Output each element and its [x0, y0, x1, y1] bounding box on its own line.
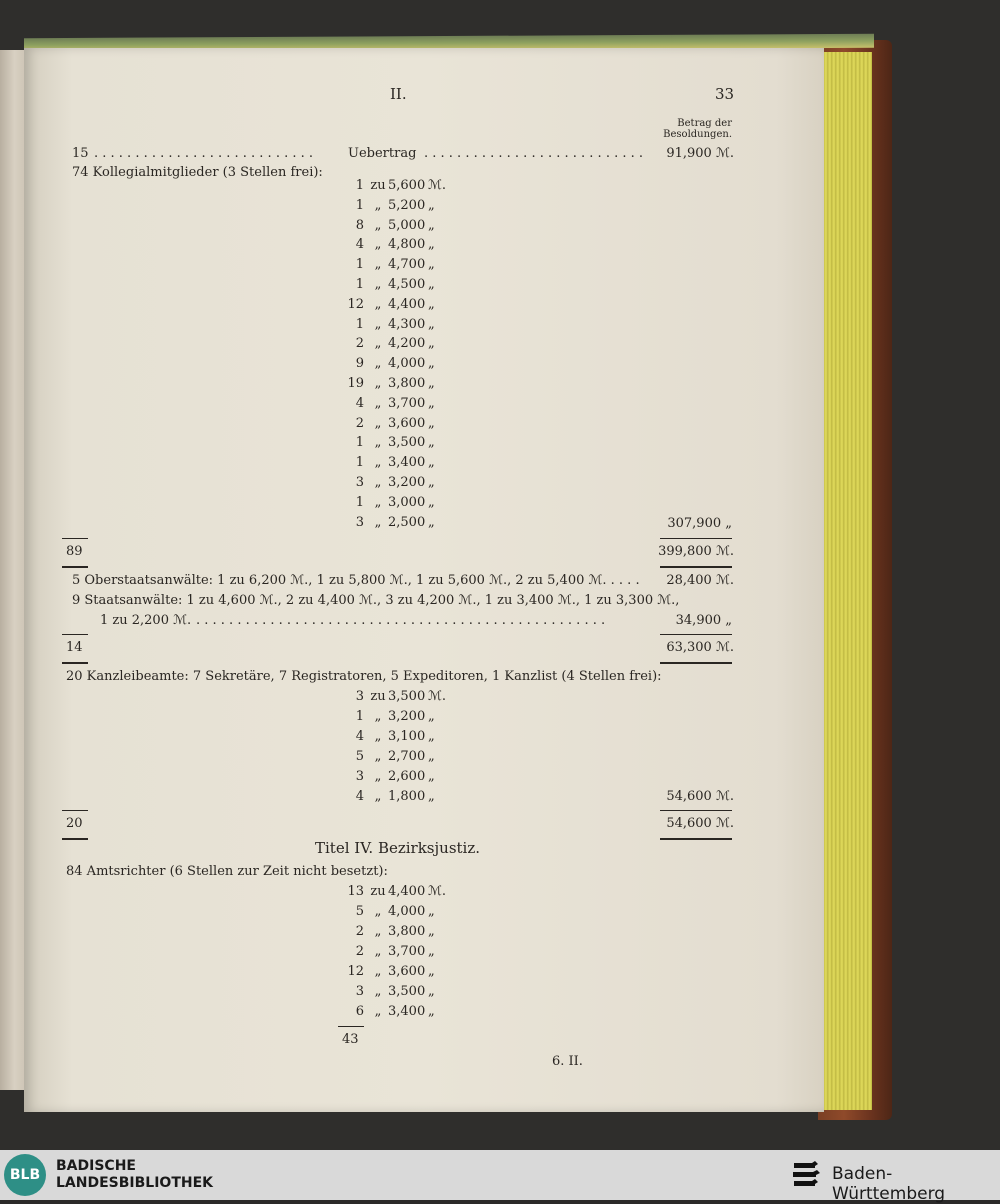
kanzlei-subtotal: 54,600 ℳ.: [666, 789, 734, 804]
row-count: 1: [355, 316, 364, 332]
section-numeral: II.: [390, 85, 407, 103]
facing-page-edge: [0, 50, 24, 1090]
footer-bar: [0, 1150, 1000, 1204]
row-separator: „: [374, 296, 382, 312]
row-count: 1: [355, 257, 364, 273]
row-amount: 4,000: [388, 356, 426, 372]
row-unit: „: [428, 964, 435, 979]
staatsanwaelte-total-count: 14: [66, 640, 83, 655]
staatsanwaelte-amount: 34,900 „: [675, 613, 732, 628]
row-separator: „: [374, 924, 382, 939]
staatsanwaelte-total-amount: 63,300 ℳ.: [666, 640, 734, 655]
oberstaatsanwaelte-amount: 28,400 ℳ.: [666, 573, 734, 588]
rule: [660, 538, 732, 539]
row-unit: „: [428, 944, 435, 959]
row-unit: ℳ.: [428, 178, 447, 193]
lions-coat-of-arms-icon: [790, 1158, 824, 1192]
leader-dots: . . . . . . . . . . . . . . . . . . . . . . . . . . . . . . . . . . . . . . . . . . . . . . . . . .: [196, 613, 606, 628]
double-rule: [62, 566, 88, 568]
page-number: 33: [715, 85, 735, 103]
row-separator: „: [374, 729, 382, 744]
transfer-amount: 91,900 ℳ.: [666, 146, 734, 161]
row-separator: „: [374, 415, 382, 431]
row-separator: „: [374, 257, 382, 273]
row-separator: „: [374, 197, 382, 213]
row-separator: „: [374, 356, 382, 372]
state-name: Baden-Württemberg: [832, 1164, 946, 1204]
row-amount: 3,500: [388, 689, 426, 704]
kanzlei-total-count: 20: [66, 816, 83, 831]
row-unit: „: [428, 494, 435, 510]
row-count: 2: [355, 336, 364, 352]
row-amount: 1,800: [388, 789, 426, 804]
row-separator: „: [374, 217, 382, 233]
row-unit: „: [428, 197, 435, 213]
row-count: 2: [355, 415, 364, 431]
row-unit: „: [428, 709, 435, 724]
row-count: 1: [355, 178, 364, 193]
double-rule: [660, 662, 732, 664]
row-amount: 2,600: [388, 769, 426, 784]
row-count: 1: [355, 197, 364, 213]
row-separator: „: [374, 494, 382, 510]
row-unit: „: [428, 1004, 435, 1019]
kollegial-total-count: 89: [66, 544, 83, 559]
column-heading-2: Besoldungen.: [663, 129, 732, 140]
row-count: 4: [355, 789, 364, 804]
row-separator: „: [374, 316, 382, 332]
signature-mark: 6. II.: [552, 1054, 583, 1069]
row-unit: „: [428, 904, 435, 919]
row-amount: 3,400: [388, 455, 426, 471]
row-amount: 3,700: [388, 944, 426, 959]
amtsrichter-heading: 84 Amtsrichter (6 Stellen zur Zeit nicht besetzt):: [66, 864, 388, 879]
row-separator: „: [374, 749, 382, 764]
row-amount: 2,500: [388, 514, 426, 530]
row-unit: „: [428, 376, 435, 391]
row-separator: „: [374, 336, 382, 352]
row-count: 4: [355, 729, 364, 744]
row-separator: „: [374, 984, 382, 999]
row-amount: 3,800: [388, 376, 426, 391]
row-amount: 3,400: [388, 1004, 426, 1019]
row-count: 3: [355, 689, 364, 704]
row-count: 3: [355, 514, 364, 530]
row-amount: 3,700: [388, 395, 426, 411]
row-amount: 4,700: [388, 257, 426, 273]
row-amount: 3,200: [388, 475, 426, 490]
library-name-line-1: BADISCHE: [56, 1158, 136, 1174]
row-count: 2: [355, 924, 364, 939]
row-count: 8: [355, 217, 364, 233]
row-amount: 3,000: [388, 494, 426, 510]
row-amount: 4,300: [388, 316, 426, 332]
row-count: 13: [347, 884, 364, 899]
row-count: 3: [355, 475, 364, 490]
row-unit: „: [428, 356, 435, 372]
blb-logo-badge[interactable]: BLB: [4, 1154, 46, 1196]
row-unit: „: [428, 277, 435, 292]
row-unit: „: [428, 316, 435, 332]
row-unit: „: [428, 296, 435, 312]
library-name-line-2: LANDESBIBLIOTHEK: [56, 1175, 214, 1191]
row-amount: 4,400: [388, 884, 426, 899]
row-separator: „: [374, 277, 382, 292]
kollegial-subtotal: 307,900 „: [667, 516, 732, 531]
row-amount: 5,600: [388, 178, 426, 193]
kanzlei-heading: 20 Kanzleibeamte: 7 Sekretäre, 7 Registratoren, 5 Expeditoren, 1 Kanzlist (4 Stellen frei):: [66, 669, 662, 684]
row-count: 5: [355, 904, 364, 919]
row-unit: „: [428, 336, 435, 352]
staatsanwaelte-line: 9 Staatsanwälte: 1 zu 4,600 ℳ., 2 zu 4,400 ℳ., 3 zu 4,200 ℳ., 1 zu 3,400 ℳ., 1 zu 3,300 ℳ.,: [72, 593, 680, 608]
row-unit: ℳ.: [428, 689, 447, 704]
row-unit: „: [428, 769, 435, 784]
row-amount: 4,800: [388, 237, 426, 253]
row-unit: „: [428, 729, 435, 744]
rule: [660, 634, 732, 635]
oberstaatsanwaelte-line: 5 Oberstaatsanwälte: 1 zu 6,200 ℳ., 1 zu 5,800 ℳ., 1 zu 5,600 ℳ., 2 zu 5,400 ℳ. . . . .: [72, 573, 640, 588]
rule: [62, 810, 88, 811]
row-count: 19: [347, 376, 364, 391]
row-separator: „: [374, 944, 382, 959]
section-title: Titel IV. Bezirksjustiz.: [315, 839, 481, 857]
row-amount: 3,600: [388, 415, 426, 431]
row-separator: „: [374, 709, 382, 724]
leader-dots: . . . . . . . . . . . . . . . . . . . . . . . . . . .: [94, 146, 314, 161]
kollegial-total-amount: 399,800 ℳ.: [658, 544, 734, 559]
row-count: 4: [355, 237, 364, 253]
row-count: 12: [347, 296, 364, 312]
rule: [62, 634, 88, 635]
row-amount: 4,000: [388, 904, 426, 919]
row-count: 12: [347, 964, 364, 979]
row-unit: „: [428, 415, 435, 431]
row-separator: „: [374, 789, 382, 804]
amtsrichter-subtotal-count: 43: [342, 1032, 359, 1047]
row-unit: „: [428, 475, 435, 490]
row-unit: „: [428, 514, 435, 530]
row-amount: 5,000: [388, 217, 426, 233]
row-unit: „: [428, 984, 435, 999]
row-count: 2: [355, 944, 364, 959]
row-separator: „: [374, 1004, 382, 1019]
row-unit: „: [428, 749, 435, 764]
row-separator: zu: [370, 178, 386, 193]
row-amount: 4,500: [388, 277, 426, 292]
row-unit: „: [428, 257, 435, 273]
row-unit: „: [428, 435, 435, 451]
row-amount: 5,200: [388, 197, 426, 213]
row-count: 4: [355, 395, 364, 411]
row-amount: 3,500: [388, 984, 426, 999]
row-count: 9: [355, 356, 364, 372]
row-amount: 3,500: [388, 435, 426, 451]
row-separator: „: [374, 376, 382, 391]
row-unit: „: [428, 455, 435, 471]
row-count: 6: [355, 1004, 364, 1019]
row-separator: „: [374, 435, 382, 451]
rule: [338, 1026, 364, 1027]
row-count: 1: [355, 494, 364, 510]
row-amount: 4,200: [388, 336, 426, 352]
row-count: 1: [355, 435, 364, 451]
row-count: 1: [355, 277, 364, 292]
row-count: 3: [355, 769, 364, 784]
kollegial-heading: 74 Kollegialmitglieder (3 Stellen frei):: [72, 165, 323, 180]
row-unit: „: [428, 217, 435, 233]
row-amount: 3,800: [388, 924, 426, 939]
row-separator: „: [374, 769, 382, 784]
transfer-label: Uebertrag: [348, 146, 417, 161]
row-unit: „: [428, 237, 435, 253]
row-unit: „: [428, 924, 435, 939]
double-rule: [660, 566, 732, 568]
row-separator: „: [374, 395, 382, 411]
rule: [660, 810, 732, 811]
row-unit: ℳ.: [428, 884, 447, 899]
row-amount: 3,200: [388, 709, 426, 724]
leader-dots: . . . . . . . . . . . . . . . . . . . . . . . . . . .: [424, 146, 644, 161]
double-rule: [62, 662, 88, 664]
row-count: 1: [355, 709, 364, 724]
row-count: 3: [355, 984, 364, 999]
row-separator: „: [374, 237, 382, 253]
row-amount: 3,600: [388, 964, 426, 979]
row-separator: „: [374, 455, 382, 471]
row-amount: 2,700: [388, 749, 426, 764]
column-heading-1: Betrag der: [677, 118, 732, 129]
row-separator: „: [374, 904, 382, 919]
row-separator: „: [374, 475, 382, 490]
staatsanwaelte-line-continued: 1 zu 2,200 ℳ.: [100, 613, 192, 628]
double-rule: [660, 838, 732, 840]
rule: [62, 538, 88, 539]
row-count: 1: [355, 455, 364, 471]
row-unit: „: [428, 395, 435, 411]
row-unit: „: [428, 789, 435, 804]
row-amount: 3,100: [388, 729, 426, 744]
row-separator: zu: [370, 689, 386, 704]
row-amount: 4,400: [388, 296, 426, 312]
double-rule: [62, 838, 88, 840]
row-separator: zu: [370, 884, 386, 899]
row-count: 5: [355, 749, 364, 764]
transfer-count: 15: [72, 146, 89, 161]
kanzlei-total-amount: 54,600 ℳ.: [666, 816, 734, 831]
row-separator: „: [374, 964, 382, 979]
row-separator: „: [374, 514, 382, 530]
